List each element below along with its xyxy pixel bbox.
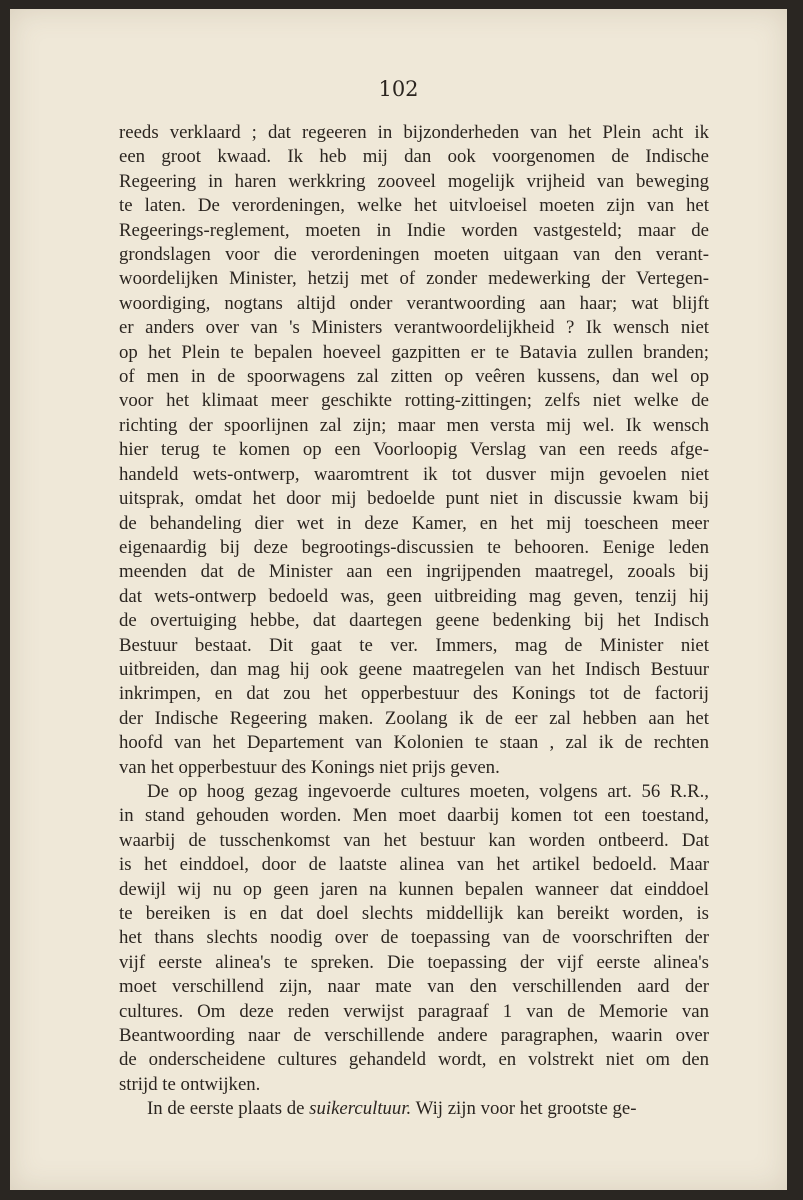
text-line: cultures. Om deze reden verwijst paragraaf 1 van de Memorie van — [119, 1000, 709, 1022]
body-text — [119, 121, 709, 1122]
text-line: uitsprak, omdat het door mij bedoelde punt niet in discussie kwam bij — [119, 488, 709, 510]
text-line: woordiging, nogtans altijd onder verantwoording aan haar; wat blijft — [119, 292, 709, 314]
document-page — [10, 9, 787, 1190]
text-line: in stand gehouden worden. Men moet daarbij komen tot een toestand, — [119, 805, 709, 827]
text-line: De op hoog gezag ingevoerde cultures moeten, volgens art. 56 R.R., — [147, 780, 709, 802]
text-line: dat wets-ontwerp bedoeld was, geen uitbreiding mag geven, tenzij hij — [119, 585, 709, 607]
text-line: reeds verklaard ; dat regeeren in bijzonderheden van het Plein acht ik — [119, 122, 709, 143]
text-line: Beantwoording naar de verschillende andere paragraphen, waarin over — [119, 1025, 709, 1047]
text-line: woordelijken Minister, hetzij met of zonder medewerking der Vertegen- — [119, 268, 709, 290]
paragraph-3 — [119, 1097, 709, 1121]
text-line: de onderscheidene cultures gehandeld wordt, en volstrekt niet om den — [119, 1049, 709, 1071]
text-line: hier terug te komen op een Voorloopig Verslag van een reeds afge- — [119, 439, 709, 461]
text-line: het thans slechts noodig over de toepassing van de voorschriften der — [119, 927, 709, 949]
text-line: is het einddoel, door de laatste alinea van het artikel bedoeld. Maar — [119, 854, 709, 876]
text-line: handeld wets-ontwerp, waaromtrent ik tot dusver mijn gevoelen niet — [119, 463, 709, 485]
text-line: of men in de spoorwagens zal zitten op veêren kussens, dan wel op — [119, 366, 709, 388]
text-line: de overtuiging hebbe, dat daartegen geene bedenking bij het Indisch — [119, 610, 709, 632]
text-line: hoofd van het Departement van Kolonien te staan , zal ik de rechten — [119, 732, 709, 754]
page-number: 102 — [378, 77, 419, 101]
text-line: der Indische Regeering maken. Zoolang ik de eer zal hebben aan het — [119, 707, 709, 729]
text-line: er anders over van 's Ministers verantwoordelijkheid ? Ik wensch niet — [119, 317, 709, 339]
text-line: uitbreiden, dan mag hij ook geene maatregelen van het Indisch Bestuur — [119, 658, 709, 680]
text-line: grondslagen voor die verordeningen moeten uitgaan van den verant- — [119, 244, 709, 266]
text-line: moet verschillend zijn, naar mate van den verschillenden aard der — [119, 976, 709, 998]
text-line: eigenaardig bij deze begrootings-discussien te behooren. Eenige leden — [119, 536, 709, 558]
text-line: dewijl wij nu op geen jaren na kunnen bepalen wanneer dat einddoel — [119, 878, 709, 900]
text-line: meenden dat de Minister aan een ingrijpenden maatregel, zooals bij — [119, 561, 709, 583]
text-line: Regeering in haren werkkring zooveel mogelijk vrijheid van beweging — [119, 170, 709, 192]
text-line: vijf eerste alinea's te spreken. Die toepassing der vijf eerste alinea's — [119, 951, 709, 973]
text-line: inkrimpen, en dat zou het opperbestuur des Konings tot de factorij — [119, 683, 709, 705]
italic-term: suikercultuur. — [309, 1098, 412, 1120]
text-line: strijd te ontwijken. — [119, 1073, 261, 1095]
text-line: te laten. De verordeningen, welke het uitvloeisel moeten zijn van het — [119, 195, 709, 217]
text-line — [119, 1097, 709, 1121]
text-line: voor het klimaat meer geschikte rotting-zittingen; zelfs niet welke de — [119, 390, 709, 412]
text-line: van het opperbestuur des Konings niet prijs geven. — [119, 756, 500, 778]
text-line: op het Plein te bepalen hoeveel gazpitten er te Batavia zullen branden; — [119, 341, 709, 363]
text-line: een groot kwaad. Ik heb mij dan ook voorgenomen de Indische — [119, 146, 709, 168]
text-line: de behandeling dier wet in deze Kamer, en het mij toescheen meer — [119, 512, 709, 534]
text-line: Bestuur bestaat. Dit gaat te ver. Immers, mag de Minister niet — [119, 634, 709, 656]
paragraph-2 — [119, 780, 709, 1097]
text-run: Wij zijn voor het grootste ge- — [411, 1098, 637, 1120]
text-line: te bereiken is en dat doel slechts middellijk kan bereikt worden, is — [119, 903, 709, 924]
text-line: richting der spoorlijnen zal zijn; maar men versta mij wel. Ik wensch — [119, 414, 709, 436]
paragraph-1 — [119, 121, 709, 780]
text-line: Regeerings-reglement, moeten in Indie worden vastgesteld; maar de — [119, 219, 709, 241]
text-line: waarbij de tusschenkomst van het bestuur kan worden ontbeerd. Dat — [119, 829, 709, 851]
text-run: In de eerste plaats de — [147, 1098, 310, 1120]
scan-edge — [787, 9, 803, 1190]
